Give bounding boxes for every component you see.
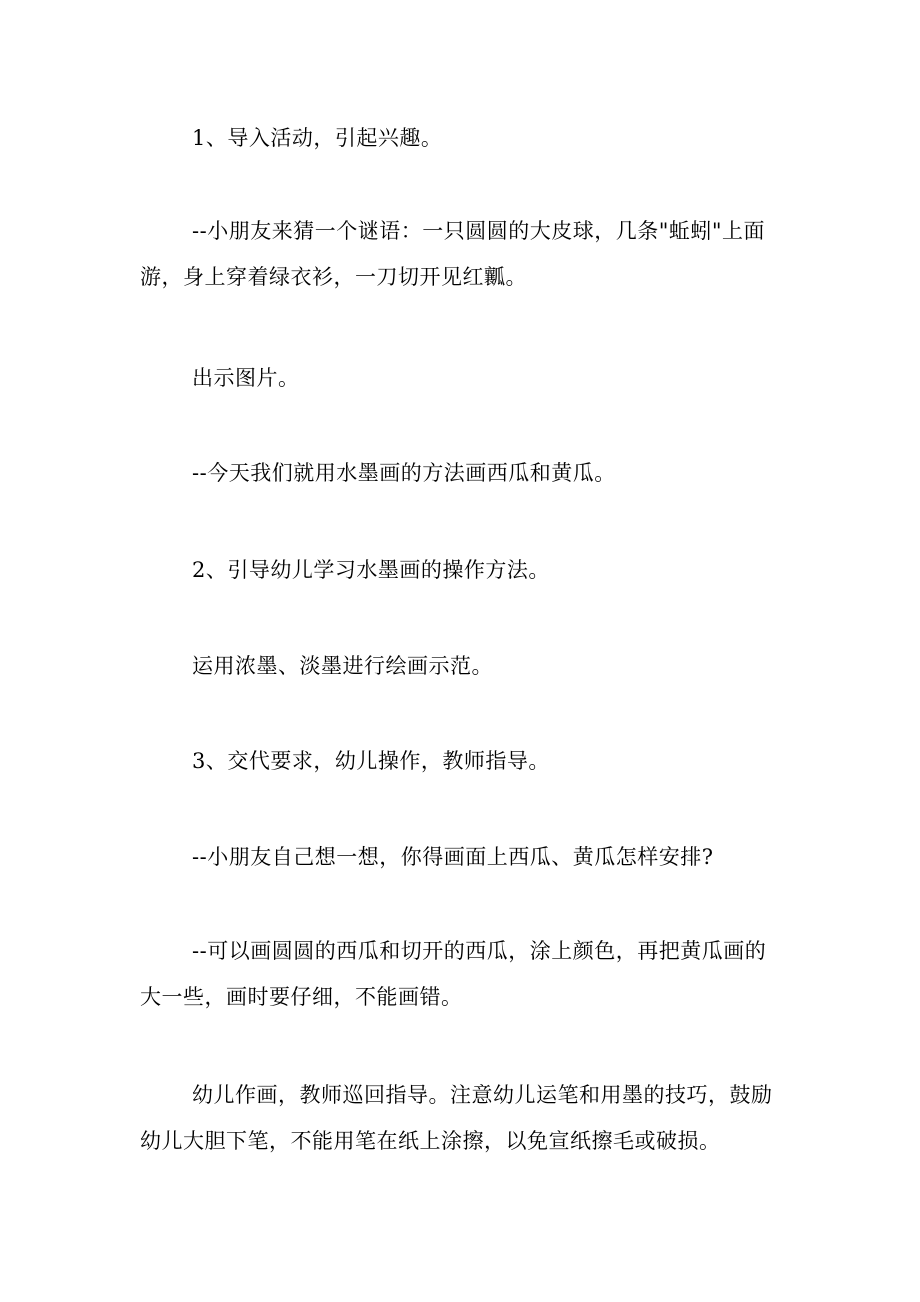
paragraph-step-1-heading: 1、导入活动，引起兴趣。 [192, 126, 443, 150]
paragraph-demonstration: 运用浓墨、淡墨进行绘画示范。 [192, 654, 493, 678]
paragraph-today-topic: --今天我们就用水墨画的方法画西瓜和黄瓜。 [192, 461, 616, 485]
paragraph-question: --小朋友自己想一想，你得画面上西瓜、黄瓜怎样安排? [192, 845, 714, 869]
paragraph-step-2-heading: 2、引导幼儿学习水墨画的操作方法。 [192, 558, 550, 582]
paragraph-children-drawing: 幼儿作画，教师巡回指导。注意幼儿运笔和用墨的技巧，鼓励幼儿大胆下笔，不能用笔在纸上涂擦，以免宣纸擦毛或破损。 [140, 1083, 773, 1153]
paragraph-suggestion: --可以画圆圆的西瓜和切开的西瓜，涂上颜色，再把黄瓜画的大一些，画时要仔细，不能画错。 [140, 939, 767, 1009]
paragraph-step-3-heading: 3、交代要求，幼儿操作，教师指导。 [192, 749, 550, 773]
paragraph-riddle: --小朋友来猜一个谜语：一只圆圆的大皮球，几条"蚯蚓"上面游，身上穿着绿衣衫，一刀切开见红瓤。 [140, 219, 766, 289]
paragraph-show-picture: 出示图片。 [192, 366, 300, 390]
